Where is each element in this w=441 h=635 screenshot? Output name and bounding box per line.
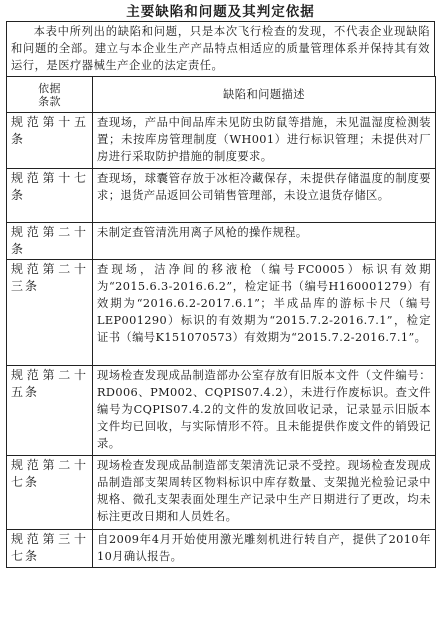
table-row [7, 169, 436, 223]
description-header: 缺陷和问题描述 [93, 77, 436, 113]
clause-line1: 规范第十五 [11, 115, 88, 129]
defects-table [6, 76, 436, 568]
clause-cell [7, 366, 93, 456]
table-header-row [7, 77, 436, 113]
clause-line1: 规范第十七 [11, 171, 88, 185]
clause-line1: 规范第二十 [11, 262, 88, 276]
document-page [6, 4, 435, 568]
table-row [7, 530, 436, 568]
description-cell: 未制定查管清洗用离子风枪的操作规程。 [93, 223, 436, 260]
clause-cell [7, 169, 93, 223]
clause-line1: 规范第三十 [11, 532, 88, 546]
clause-line1: 规范第二十 [11, 458, 88, 472]
clause-cell [7, 113, 93, 169]
clause-cell [7, 530, 93, 568]
document-title: 主要缺陷和问题及其判定依据 [126, 4, 315, 20]
description-cell: 查现场，洁净间的移液枪（编号FC0005）标识有效期为“2015.6.3-2016.6.2”，检定证书（编号H160001279）有效期为“2016.6.2-2017.6.1”；半成品库的游标卡尺（编号LEP001290）标识的有效期为“2015.7.2-2016.7.1”，检定证书（编号K151070573）有效期为“2015.7.2-2016.7.1”。 [93, 260, 436, 366]
description-cell: 自2009年4月开始使用激光雕刻机进行转自产，提供了2010年10月确认报告。 [93, 530, 436, 568]
table-row [7, 366, 436, 456]
clause-line2: 七条 [11, 549, 40, 563]
table-row [7, 260, 436, 366]
clause-line1: 规范第二十 [11, 368, 88, 382]
clause-cell [7, 456, 93, 530]
description-cell: 现场检查发现成品制造部支架清洗记录不受控。现场检查发现成品制造部支架周转区物料标识中库存数量、支架抛光检验记录中规格、微孔支架表面处理生产记录中生产日期进行了更改，均未标注更改日期和人员姓名。 [93, 456, 436, 530]
clause-line2: 三条 [11, 279, 40, 293]
table-row [7, 113, 436, 169]
clause-line2: 七条 [11, 475, 40, 489]
clause-cell [7, 260, 93, 366]
clause-cell [7, 223, 93, 260]
description-cell: 查现场，球囊管存放于冰柜冷藏保存，未提供存储温度的制度要求；退货产品返回公司销售管理部，未设立退货存储区。 [93, 169, 436, 223]
basis-clause-header [7, 77, 93, 113]
clause-line1: 规范第二十 [11, 225, 88, 239]
intro-paragraph: 本表中所列出的缺陷和问题，只是本次飞行检查的发现，不代表企业现缺陷和问题的全部。建立与本企业生产产品特点相适应的质量管理体系并保持其有效运行，是医疗器械生产企业的法定责任。 [6, 21, 435, 76]
clause-line2: 条 [11, 132, 26, 146]
table-row [7, 223, 436, 260]
clause-line2: 条 [11, 242, 26, 256]
clause-line2: 五条 [11, 385, 40, 399]
table-row [7, 456, 436, 530]
description-cell: 现场检查发现成品制造部办公室存放有旧版本文件（文件编号：RD006、PM002、CQPIS07.4.2），未进行作废标识。查文件编号为CQPIS07.4.2的文件的发放回收记录，记录显示旧版本文件均已回收，与实际情形不符。且未能提供作废文件的销毁记录。 [93, 366, 436, 456]
basis-header-line1: 依据 [38, 81, 61, 95]
basis-header-line2: 条款 [38, 94, 61, 108]
description-cell: 查现场，产品中间品库未见防虫防鼠等措施，未见温湿度检测装置；未按库房管理制度（WH001）进行标识管理；未提供对厂房进行采取防护措施的制度要求。 [93, 113, 436, 169]
clause-line2: 条 [11, 188, 26, 202]
